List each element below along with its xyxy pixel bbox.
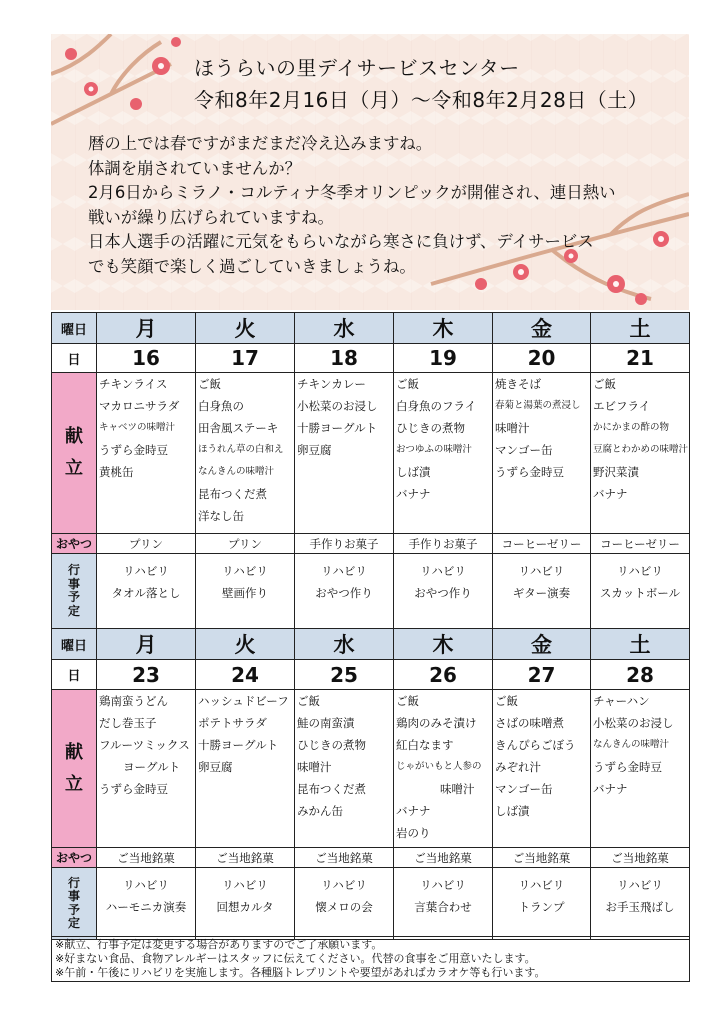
- menu-cell: [97, 690, 196, 848]
- event-cell: [97, 868, 196, 940]
- menu-item: みかん缶: [297, 804, 343, 818]
- date-cell: 20: [493, 344, 591, 373]
- snack-cell: コーヒーゼリー: [493, 534, 591, 554]
- activity-label: 言葉合わせ: [414, 900, 472, 914]
- date-cell: 25: [295, 660, 394, 690]
- message-line: 暦の上では春ですがまだまだ冷え込みますね。: [88, 134, 433, 153]
- menu-item: 焼きそば: [495, 377, 541, 391]
- date-cell: 17: [196, 344, 295, 373]
- snack-cell: コーヒーゼリー: [591, 534, 690, 554]
- menu-item: うずら金時豆: [99, 782, 168, 796]
- note-line: ※好まない食品、食物アレルギーはスタッフに伝えてください。代替の食事をご用意いたします。: [55, 952, 536, 965]
- weekday-cell: 金: [493, 313, 591, 344]
- menu-item: フルーツミックス: [99, 738, 190, 752]
- menu-item: 味噌汁: [495, 421, 530, 435]
- message-line: 戦いが繰り広げられていますね。: [88, 207, 334, 227]
- snack-cell: 手作りお菓子: [295, 534, 394, 554]
- activity-label: おやつ作り: [414, 586, 472, 600]
- message-line: 体調を崩されていませんか？: [88, 158, 302, 178]
- menu-item: 小松菜のお浸し: [593, 716, 674, 730]
- notes-box: [51, 936, 690, 982]
- weekday-label: 曜日: [52, 313, 97, 344]
- menu-item: じゃがいもと人参の: [396, 761, 482, 772]
- menu-item: 洋なし缶: [198, 509, 244, 523]
- rehab-label: リハビリ: [321, 878, 367, 892]
- menu-cell: [394, 690, 493, 848]
- date-cell: 21: [591, 344, 690, 373]
- menu-item: 十勝ヨーグルト: [198, 738, 279, 752]
- weekday-cell: 水: [295, 313, 394, 344]
- menu-item: マンゴー缶: [495, 443, 553, 457]
- event-cell: [295, 868, 394, 940]
- menu-cell: [97, 373, 196, 534]
- menu-item: マンゴー缶: [495, 782, 553, 796]
- menu-item: チャーハン: [593, 694, 650, 708]
- rehab-label: リハビリ: [222, 564, 268, 578]
- date-cell: 19: [394, 344, 493, 373]
- weekday-cell: 木: [394, 629, 493, 660]
- menu-item: おつゆふの味噌汁: [396, 444, 472, 455]
- snack-cell: ご当地銘菓: [97, 848, 196, 868]
- menu-cell: [493, 373, 591, 534]
- event-cell: [196, 554, 295, 629]
- rehab-label: リハビリ: [123, 564, 169, 578]
- menu-item: チキンカレー: [297, 377, 366, 391]
- menu-cell: [295, 690, 394, 848]
- note-line: ※午前・午後にリハビリを実施します。各種脳トレプリントや要望があればカラオケ等も行います。: [55, 966, 546, 979]
- menu-item: バナナ: [593, 487, 628, 501]
- menu-item: うずら金時豆: [495, 465, 564, 479]
- menu-item: ほうれん草の白和え: [198, 444, 284, 455]
- menu-label: 献 立: [52, 373, 97, 534]
- menu-cell: [394, 373, 493, 534]
- menu-item: バナナ: [396, 804, 431, 818]
- rehab-label: リハビリ: [420, 878, 466, 892]
- menu-item: 鶏肉のみそ漬け: [396, 716, 477, 730]
- menu-item: 白身魚の: [198, 399, 244, 413]
- menu-item: ポテトサラダ: [198, 716, 267, 730]
- menu-item: 味噌汁: [440, 782, 475, 796]
- menu-item: 春菊と湯葉の煮浸し: [495, 400, 581, 411]
- activity-label: トランプ: [518, 900, 565, 914]
- activity-label: スカットボール: [599, 586, 681, 600]
- schedule-period: 令和8年2月16日（月）～令和8年2月28日（土）: [194, 88, 649, 112]
- menu-item: ご飯: [297, 694, 320, 708]
- date-label: 日: [52, 660, 97, 690]
- menu-item: 昆布つくだ煮: [198, 487, 267, 501]
- date-row: [52, 660, 690, 690]
- menu-item: うずら金時豆: [593, 760, 662, 774]
- event-cell: [591, 554, 690, 629]
- event-cell: [97, 554, 196, 629]
- menu-item: キャベツの味噌汁: [99, 422, 176, 433]
- message-line: でも笑顔で楽しく過ごしていきましょうね。: [88, 256, 416, 276]
- date-cell: 16: [97, 344, 196, 373]
- note-line: ※献立、行事予定は変更する場合がありますのでご了承願います。: [55, 938, 383, 951]
- activity-label: おやつ作り: [315, 586, 373, 600]
- date-cell: 23: [97, 660, 196, 690]
- menu-item: 紅白なます: [396, 738, 454, 752]
- date-cell: 18: [295, 344, 394, 373]
- menu-item: ご飯: [593, 377, 616, 391]
- menu-item: チキンライス: [99, 377, 168, 391]
- menu-item: ハッシュドビーフ: [198, 694, 289, 708]
- events-row: [52, 868, 690, 940]
- menu-item: ヨーグルト: [123, 760, 181, 774]
- menu-item: ご飯: [396, 377, 419, 391]
- event-cell: [394, 554, 493, 629]
- date-cell: 28: [591, 660, 690, 690]
- snack-cell: ご当地銘菓: [295, 848, 394, 868]
- menu-label: 献 立: [52, 690, 97, 848]
- snack-cell: プリン: [196, 534, 295, 554]
- menu-item: ご飯: [198, 377, 221, 391]
- activity-label: タオル落とし: [111, 586, 181, 600]
- date-label: 日: [52, 344, 97, 373]
- snack-cell: ご当地銘菓: [493, 848, 591, 868]
- event-cell: [196, 868, 295, 940]
- center-name: ほうらいの里デイサービスセンター: [194, 56, 520, 80]
- menu-item: 昆布つくだ煮: [297, 782, 366, 796]
- menu-item: 鶏南蛮うどん: [99, 694, 168, 708]
- menu-cell: [591, 690, 690, 848]
- menu-item: ひじきの煮物: [396, 421, 465, 435]
- snack-label: おやつ: [52, 848, 97, 868]
- menu-row: [52, 373, 690, 534]
- weekday-row: [52, 629, 690, 660]
- activity-label: ギター演奏: [512, 586, 571, 600]
- menu-item: 白身魚のフライ: [396, 399, 477, 413]
- menu-item: ご飯: [495, 694, 518, 708]
- weekday-cell: 月: [97, 629, 196, 660]
- snack-cell: ご当地銘菓: [196, 848, 295, 868]
- message-line: 日本人選手の活躍に元気をもらいながら寒さに負けず、デイサービス: [88, 232, 594, 251]
- activity-label: お手玉飛ばし: [605, 900, 675, 914]
- events-label: 行 事 予 定: [52, 868, 97, 940]
- menu-item: ひじきの煮物: [297, 738, 366, 752]
- snack-label: おやつ: [52, 534, 97, 554]
- menu-item: しば漬: [396, 465, 431, 479]
- menu-item: 田舎風ステーキ: [198, 421, 279, 435]
- rehab-label: リハビリ: [420, 564, 466, 578]
- menu-item: 鮭の南蛮漬: [297, 716, 355, 730]
- weekday-cell: 月: [97, 313, 196, 344]
- menu-item: バナナ: [396, 487, 431, 501]
- menu-item: 味噌汁: [297, 760, 332, 774]
- event-cell: [493, 868, 591, 940]
- weekday-cell: 水: [295, 629, 394, 660]
- header-banner: [51, 34, 689, 310]
- snack-cell: ご当地銘菓: [591, 848, 690, 868]
- weekday-label: 曜日: [52, 629, 97, 660]
- event-cell: [591, 868, 690, 940]
- activity-label: 壁画作り: [222, 586, 268, 600]
- menu-item: みぞれ汁: [495, 760, 541, 774]
- rehab-label: リハビリ: [518, 564, 565, 578]
- menu-cell: [196, 373, 295, 534]
- menu-item: 卵豆腐: [198, 760, 233, 774]
- menu-item: 豆腐とわかめの味噌汁: [593, 444, 689, 455]
- menu-item: なんきんの味噌汁: [593, 739, 670, 750]
- menu-item: 野沢菜漬: [593, 465, 639, 479]
- date-cell: 24: [196, 660, 295, 690]
- weekday-cell: 土: [591, 313, 690, 344]
- menu-item: バナナ: [593, 782, 628, 796]
- events-row: [52, 554, 690, 629]
- menu-item: さばの味噌煮: [495, 716, 564, 730]
- message-line: 2月6日からミラノ・コルティナ冬季オリンピックが開催され、連日熱い: [88, 183, 616, 202]
- menu-item: うずら金時豆: [99, 443, 168, 457]
- weekday-row: [52, 313, 690, 344]
- snack-row: [52, 848, 690, 868]
- rehab-label: リハビリ: [518, 878, 565, 892]
- menu-cell: [591, 373, 690, 534]
- activity-label: 回想カルタ: [216, 900, 274, 914]
- activity-label: 懐メロの会: [315, 900, 373, 914]
- date-row: [52, 344, 690, 373]
- menu-item: 黄桃缶: [99, 465, 134, 479]
- rehab-label: リハビリ: [617, 878, 663, 892]
- event-cell: [295, 554, 394, 629]
- menu-cell: [493, 690, 591, 848]
- date-cell: 27: [493, 660, 591, 690]
- menu-item: 十勝ヨーグルト: [297, 421, 378, 435]
- menu-item: 小松菜のお浸し: [297, 399, 378, 413]
- event-cell: [394, 868, 493, 940]
- snack-cell: プリン: [97, 534, 196, 554]
- menu-item: 卵豆腐: [297, 443, 332, 457]
- greeting-message: [88, 132, 616, 279]
- menu-cell: [196, 690, 295, 848]
- menu-row: [52, 690, 690, 848]
- menu-item: だし巻玉子: [99, 716, 157, 730]
- weekday-cell: 木: [394, 313, 493, 344]
- weekday-cell: 土: [591, 629, 690, 660]
- rehab-label: リハビリ: [617, 564, 663, 578]
- menu-item: マカロニサラダ: [99, 399, 180, 413]
- menu-item: 岩のり: [396, 826, 431, 840]
- snack-row: [52, 534, 690, 554]
- menu-item: きんぴらごぼう: [495, 738, 576, 752]
- weekday-cell: 金: [493, 629, 591, 660]
- menu-cell: [295, 373, 394, 534]
- snack-cell: ご当地銘菓: [394, 848, 493, 868]
- activity-label: ハーモニカ演奏: [105, 900, 187, 914]
- menu-item: しば漬: [495, 804, 530, 818]
- date-cell: 26: [394, 660, 493, 690]
- rehab-label: リハビリ: [222, 878, 268, 892]
- rehab-label: リハビリ: [321, 564, 367, 578]
- menu-item: かにかまの酢の物: [593, 422, 670, 433]
- events-label: 行 事 予 定: [52, 554, 97, 629]
- weekday-cell: 火: [196, 629, 295, 660]
- menu-item: ご飯: [396, 694, 419, 708]
- snack-cell: 手作りお菓子: [394, 534, 493, 554]
- schedule-table: [51, 312, 690, 940]
- menu-item: なんきんの味噌汁: [198, 466, 275, 477]
- event-cell: [493, 554, 591, 629]
- menu-item: エビフライ: [593, 399, 651, 413]
- rehab-label: リハビリ: [123, 878, 169, 892]
- weekday-cell: 火: [196, 313, 295, 344]
